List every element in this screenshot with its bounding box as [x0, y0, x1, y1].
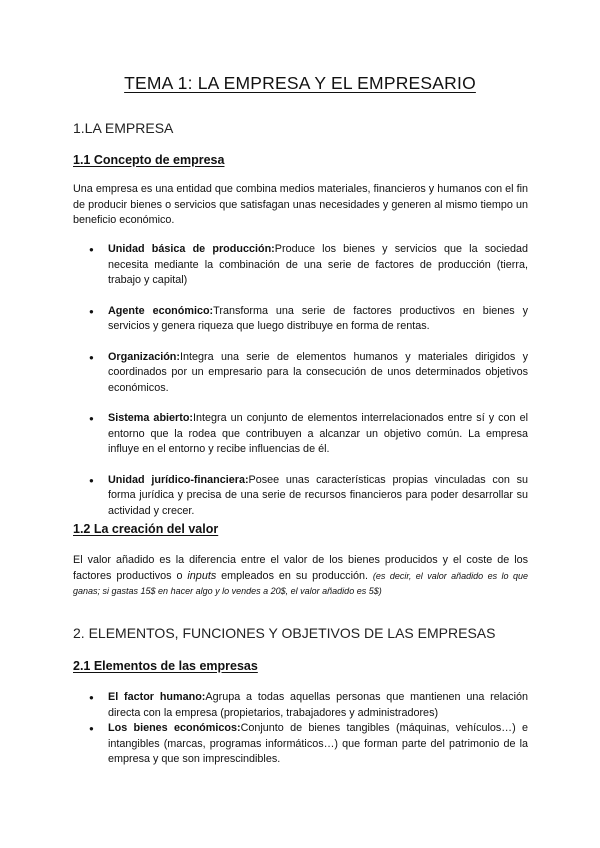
list-item	[108, 304, 528, 335]
bullet-text: Agrupa a todas aquellas personas que mantienen una relación directa con la empresa (propietarios, trabajadores y administradores)	[108, 691, 528, 719]
bullet-text: Transforma una serie de factores productivos en bienes y servicios y genera riqueza que luego distribuye en forma de rentas.	[108, 304, 528, 332]
bullet-term: Unidad básica de producción:	[108, 243, 275, 255]
section-1-heading: 1.LA EMPRESA	[73, 120, 174, 136]
list-item	[108, 473, 528, 520]
bullet-term: Agente económico:	[108, 304, 214, 317]
concept-paragraph: Una empresa es una entidad que combina medios materiales, financieros y humanos con el fin de producir bienes o servicios que satisfagan unas necesidades y generen al mismo tiempo un beneficio económico.	[73, 183, 528, 226]
bullet-text: Integra un conjunto de elementos interrelacionados entre sí y con el entorno que la rodea que contribuyen a alcanzar un objetivo común. La empresa influye en el entorno y recibe influencias de él.	[108, 412, 528, 455]
list-item	[108, 721, 528, 768]
value-paragraph	[73, 553, 528, 600]
subsection-1-1-heading: 1.1 Concepto de empresa	[73, 153, 225, 167]
bullet-term: Los bienes económicos:	[108, 722, 241, 734]
list-item	[108, 242, 528, 289]
bullet-term: Organización:	[108, 350, 180, 363]
subsection-2-1-heading: 2.1 Elementos de las empresas	[73, 659, 258, 673]
bullet-term: El factor humano:	[108, 691, 206, 703]
document-title: TEMA 1: LA EMPRESA Y EL EMPRESARIO	[124, 73, 476, 93]
concept-bullet-list	[108, 242, 528, 534]
list-item	[108, 690, 528, 721]
section-2-heading: 2. ELEMENTOS, FUNCIONES Y OBJETIVOS DE LAS EMPRESAS	[73, 625, 496, 641]
inputs-term: inputs	[187, 569, 217, 582]
bullet-text: Produce los bienes y servicios que la sociedad necesita mediante la combinación de una serie de factores de producción (tierra, trabajo y capital)	[108, 243, 528, 286]
value-example-note: (es decir, el valor añadido es lo que ganas; si gastas 15$ en hacer algo y lo vendes a 20$, el valor añadido es 5$)	[73, 570, 528, 596]
value-text-after: empleados en su producción.	[216, 569, 373, 582]
bullet-text: Posee unas características propias vinculadas con su forma jurídica y precisa de una serie de recursos financieros para poder desarrollar su actividad y crecer.	[108, 473, 528, 517]
value-text-before: El valor añadido es la diferencia entre el valor de los bienes producidos y el coste de los factores productivos o	[73, 554, 528, 582]
elements-bullet-list	[108, 690, 528, 768]
list-item	[108, 411, 528, 458]
bullet-term: Sistema abierto:	[108, 412, 194, 424]
subsection-1-2-heading: 1.2 La creación del valor	[73, 522, 219, 536]
bullet-text: Conjunto de bienes tangibles (máquinas, vehículos…) e intangibles (marcas, programas informáticos…) que forman parte del patrimonio de la empresa y que son imprescindibles.	[108, 722, 528, 765]
list-item	[108, 350, 528, 397]
bullet-text: Integra una serie de elementos humanos y materiales dirigidos y coordinados por un empresario para la consecución de unos determinados objetivos económicos.	[108, 350, 528, 394]
bullet-term: Unidad jurídico-financiera:	[108, 473, 249, 486]
